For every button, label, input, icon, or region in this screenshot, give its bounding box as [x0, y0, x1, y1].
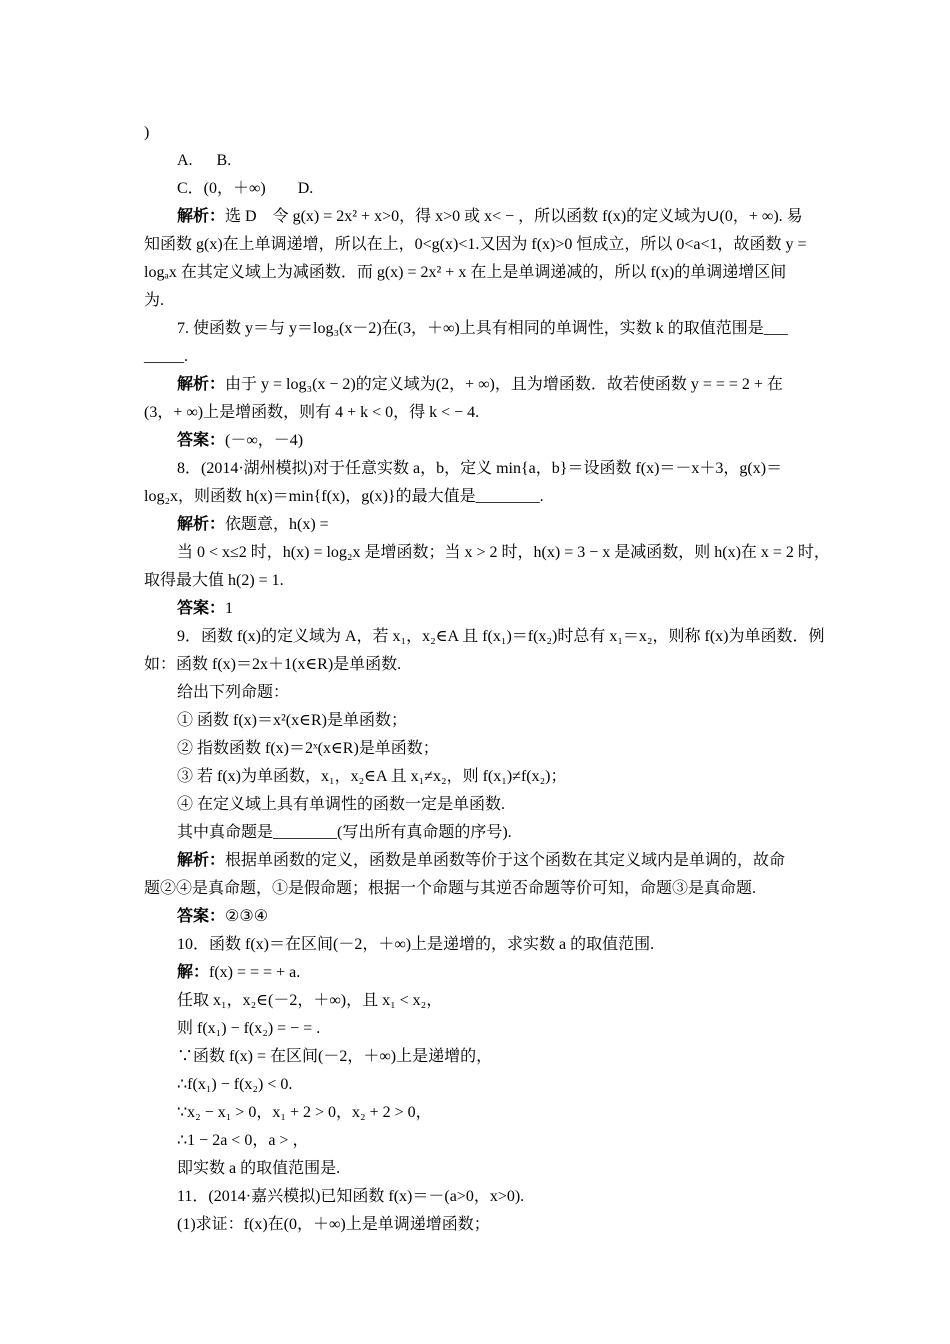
line-text: 7. 使函数 y＝与 y＝log₃(x－2)在(3，＋∞)上具有相同的单调性，实数 k 的取值范围是___ — [177, 320, 788, 337]
text-line — [177, 539, 830, 567]
line-text: 8．(2014·湖州模拟)对于任意实数 a，b，定义 min{a，b}＝设函数 f(x)＝－x＋3，g(x)＝ — [177, 460, 783, 477]
text-line — [177, 147, 810, 175]
text-line — [144, 875, 810, 903]
line-text: 其中真命题是________(写出所有真命题的序号). — [177, 824, 512, 841]
text-line — [177, 427, 810, 455]
line-text: (3，+ ∞)上是增函数，则有 4 + k < 0，得 k < − 4. — [144, 404, 480, 421]
label-bold: 解析： — [177, 208, 226, 225]
line-text: 题②④是真命题，①是假命题；根据一个命题与其逆否命题等价可知，命题③是真命题. — [144, 880, 757, 897]
line-text: ∴f(x₁) − f(x₂) < 0. — [177, 1076, 293, 1093]
line-text: 给出下列命题： — [177, 684, 290, 701]
text-line — [177, 1071, 810, 1099]
line-text: 知函数 g(x)在上单调递增，所以在上，0<g(x)<1.又因为 f(x)>0 恒成立，所以 0<a<1，故函数 y = — [144, 236, 807, 253]
line-text: ∴1 − 2a < 0，a > ， — [177, 1132, 309, 1149]
text-line — [177, 315, 810, 343]
text-line — [144, 259, 810, 287]
label-bold: 答案： — [177, 600, 226, 617]
line-text: 取得最大值 h(2) = 1. — [144, 572, 284, 589]
text-line — [144, 119, 810, 147]
line-text: _____. — [144, 348, 188, 365]
text-line — [144, 651, 810, 679]
text-line — [177, 1099, 810, 1127]
line-text: ②③④ — [225, 908, 269, 925]
text-line — [177, 511, 810, 539]
text-line — [177, 903, 810, 931]
text-line — [177, 595, 810, 623]
text-line — [144, 231, 810, 259]
line-text: (1)求证：f(x)在(0，＋∞)上是单调递增函数； — [177, 1216, 490, 1233]
text-line — [144, 287, 810, 315]
line-text: 由于 y = log₃(x − 2)的定义域为(2，+ ∞)，且为增函数．故若使函数 y = = = 2 + 在 — [225, 376, 783, 393]
line-text: 当 0 < x≤2 时，h(x) = log₂x 是增函数；当 x > 2 时，h(x) = 3 − x 是减函数，则 h(x)在 x = 2 时， — [177, 544, 830, 561]
text-line — [177, 679, 810, 707]
line-text: 1 — [225, 600, 234, 617]
text-line — [177, 847, 810, 875]
label-bold: 解析： — [177, 376, 226, 393]
line-text: f(x) = = = + a. — [209, 964, 301, 981]
line-text: ② 指数函数 f(x)＝2ˣ(x∈R)是单函数； — [177, 740, 439, 757]
text-line — [177, 1211, 810, 1239]
line-text: 依题意，h(x) = — [225, 516, 329, 533]
text-line — [144, 483, 810, 511]
line-text: 9．函数 f(x)的定义域为 A，若 x₁，x₂∈A 且 f(x₁)＝f(x₂)时总有 x₁＝x₂，则称 f(x)为单函数．例 — [177, 628, 825, 645]
label-bold: 解： — [177, 964, 210, 981]
text-line — [177, 371, 810, 399]
line-text: 任取 x₁，x₂∈(－2，＋∞)，且 x₁ < x₂， — [177, 992, 443, 1009]
text-line — [177, 987, 810, 1015]
text-line — [177, 707, 810, 735]
text-line — [177, 1015, 810, 1043]
line-text: A. B. — [177, 152, 232, 169]
text-line — [177, 959, 810, 987]
line-text: ) — [144, 124, 150, 141]
text-line — [177, 1043, 810, 1071]
line-text: log₂x，则函数 h(x)＝min{f(x)，g(x)}的最大值是________. — [144, 488, 544, 505]
text-line — [177, 203, 810, 231]
line-text: 如：函数 f(x)＝2x＋1(x∈R)是单函数. — [144, 656, 402, 673]
label-bold: 解析： — [177, 852, 226, 869]
line-text: ∵x₂ − x₁ > 0，x₁ + 2 > 0，x₂ + 2 > 0， — [177, 1104, 432, 1121]
line-text: C．(0，＋∞) D. — [177, 180, 314, 197]
line-text: ∵函数 f(x) = 在区间(－2，＋∞)上是递增的， — [177, 1048, 493, 1065]
text-line — [177, 1183, 810, 1211]
line-text: 选 D 令 g(x) = 2x² + x>0，得 x>0 或 x< − ，所以函数 f(x)的定义域为∪(0，+ ∞). 易 — [225, 208, 803, 225]
label-bold: 答案： — [177, 432, 226, 449]
label-bold: 答案： — [177, 908, 226, 925]
text-line — [177, 735, 810, 763]
line-text: (－∞，－4) — [225, 432, 304, 449]
line-text: 则 f(x₁) − f(x₂) = − = . — [177, 1020, 321, 1037]
line-text: 即实数 a 的取值范围是. — [177, 1160, 341, 1177]
text-line — [177, 931, 810, 959]
line-text: 10．函数 f(x)＝在区间(－2，＋∞)上是递增的，求实数 a 的取值范围. — [177, 936, 655, 953]
text-line — [177, 455, 810, 483]
line-text: 11．(2014·嘉兴模拟)已知函数 f(x)＝－(a>0，x>0). — [177, 1188, 525, 1205]
text-line — [177, 175, 810, 203]
text-line — [177, 1155, 810, 1183]
line-text: 根据单函数的定义，函数是单函数等价于这个函数在其定义域内是单调的，故命 — [225, 852, 786, 869]
line-text: 为. — [144, 292, 165, 309]
text-line — [144, 399, 810, 427]
text-line — [177, 1127, 810, 1155]
line-text: ① 函数 f(x)＝x²(x∈R)是单函数； — [177, 712, 407, 729]
text-line — [144, 567, 810, 595]
text-line — [177, 623, 825, 651]
text-line — [177, 763, 810, 791]
line-text: logₐx 在其定义域上为减函数．而 g(x) = 2x² + x 在上是单调递减的，所以 f(x)的单调递增区间 — [144, 264, 787, 281]
text-line — [144, 343, 810, 371]
line-text: ④ 在定义域上具有单调性的函数一定是单函数. — [177, 796, 506, 813]
text-line — [177, 819, 810, 847]
label-bold: 解析： — [177, 516, 226, 533]
text-line — [177, 791, 810, 819]
line-text: ③ 若 f(x)为单函数，x₁，x₂∈A 且 x₁≠x₂，则 f(x₁)≠f(x₂)； — [177, 768, 567, 785]
